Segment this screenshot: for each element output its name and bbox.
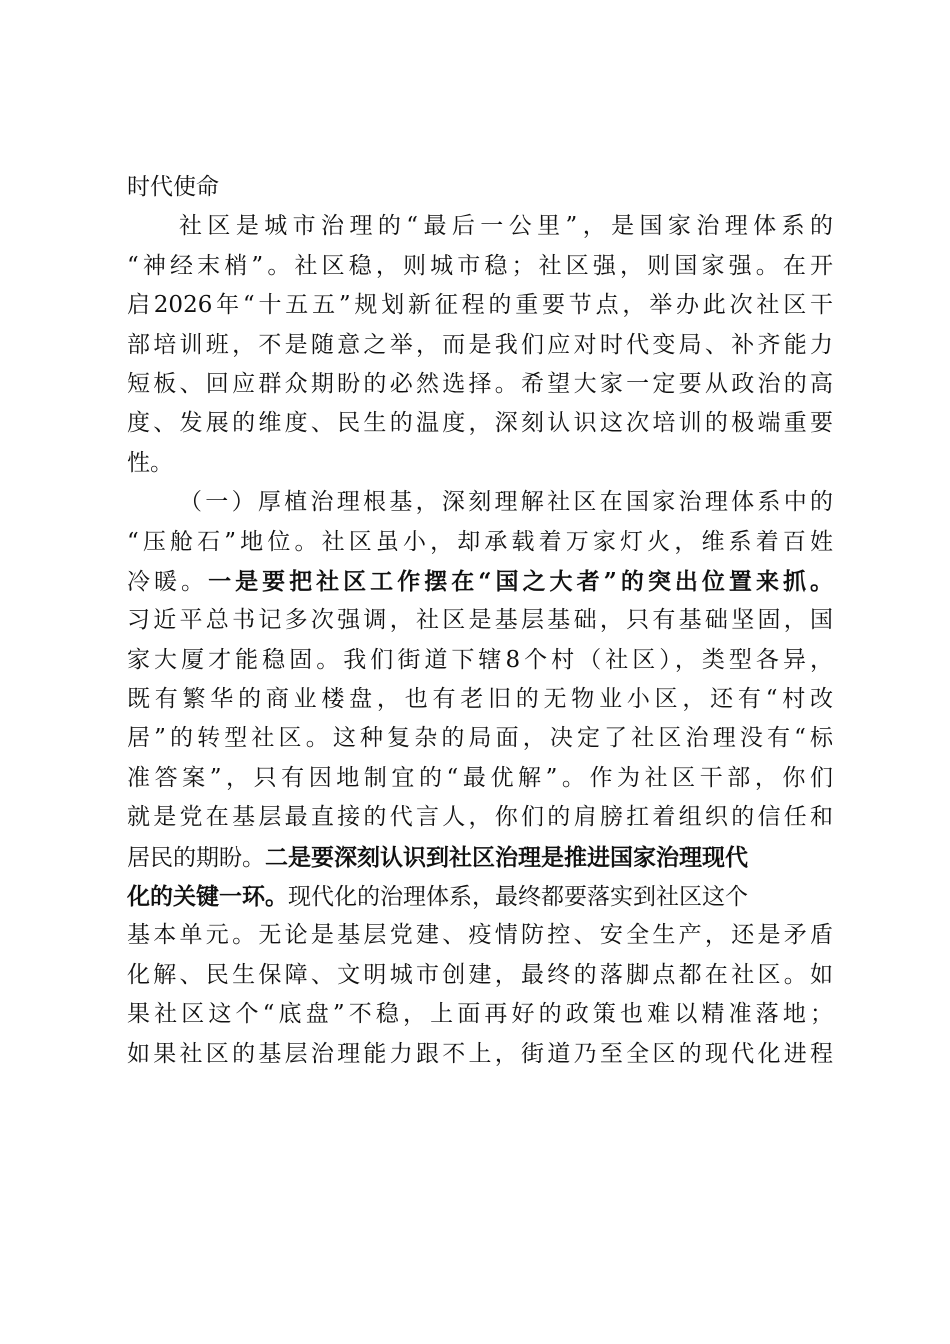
paragraph-line: 如果社区的基层治理能力跟不上，街道乃至全区的现代化进程 [127, 1040, 833, 1067]
paragraph-line: 果社区这个“底盘”不稳，上面再好的政策也难以精准落地； [127, 1001, 833, 1028]
paragraph-line: 居”的转型社区。这种复杂的局面，决定了社区治理没有“标 [127, 725, 833, 752]
paragraph-line: 启2026年“十五五”规划新征程的重要节点，举办此次社区干 [127, 292, 833, 319]
bold-point-one: 一是要把社区工作摆在“国之大者”的突出位置来抓。 [208, 567, 833, 595]
paragraph-line: 度、发展的维度、民生的温度，深刻认识这次培训的极端重要 [127, 410, 833, 437]
paragraph-line-mixed [127, 838, 833, 877]
paragraph-text: 冷暖。 [127, 568, 209, 595]
paragraph-line: 就是党在基层最直接的代言人，你们的肩膀扛着组织的信任和 [127, 804, 833, 831]
paragraph-line: 习近平总书记多次强调，社区是基层基础，只有基础坚固，国 [127, 607, 833, 634]
paragraph-line: 短板、回应群众期盼的必然选择。希望大家一定要从政治的高 [127, 370, 833, 397]
bold-point-two-part-one: 二是要深刻认识到社区治理是推进国家治理现代 [265, 843, 748, 871]
paragraph-line: 基本单元。无论是基层党建、疫情防控、安全生产，还是矛盾 [127, 922, 833, 949]
paragraph-line-mixed [127, 877, 833, 916]
paragraph-line: 社区是城市治理的“最后一公里”，是国家治理体系的 [179, 213, 833, 240]
paragraph-line-mixed [127, 562, 833, 601]
paragraph-line: 既有繁华的商业楼盘，也有老旧的无物业小区，还有“村改 [127, 686, 833, 713]
bold-point-two-part-two: 化的关键一环。 [127, 883, 288, 911]
paragraph-text: 现代化的治理体系，最终都要落实到社区这个 [288, 884, 748, 911]
paragraph-line: 化解、民生保障、文明城市创建，最终的落脚点都在社区。如 [127, 961, 833, 988]
document-body [127, 168, 833, 1074]
paragraph-text: 居民的期盼。 [127, 844, 265, 871]
section-heading-fragment: 时代使命 [127, 174, 219, 200]
paragraph-line: 准答案”，只有因地制宜的“最优解”。作为社区干部，你们 [127, 764, 833, 791]
paragraph-line: 部培训班，不是随意之举，而是我们应对时代变局、补齐能力 [127, 331, 833, 358]
paragraph-line: “压舱石”地位。社区虽小，却承载着万家灯火，维系着百姓 [127, 528, 833, 555]
paragraph-line: 家大厦才能稳固。我们街道下辖8个村（社区），类型各异， [127, 646, 833, 673]
paragraph-line: 性。 [127, 449, 173, 476]
subsection-heading-line: （一）厚植治理根基，深刻理解社区在国家治理体系中的 [179, 489, 833, 516]
paragraph-line: “神经末梢”。社区稳，则城市稳；社区强，则国家强。在开 [127, 252, 833, 279]
